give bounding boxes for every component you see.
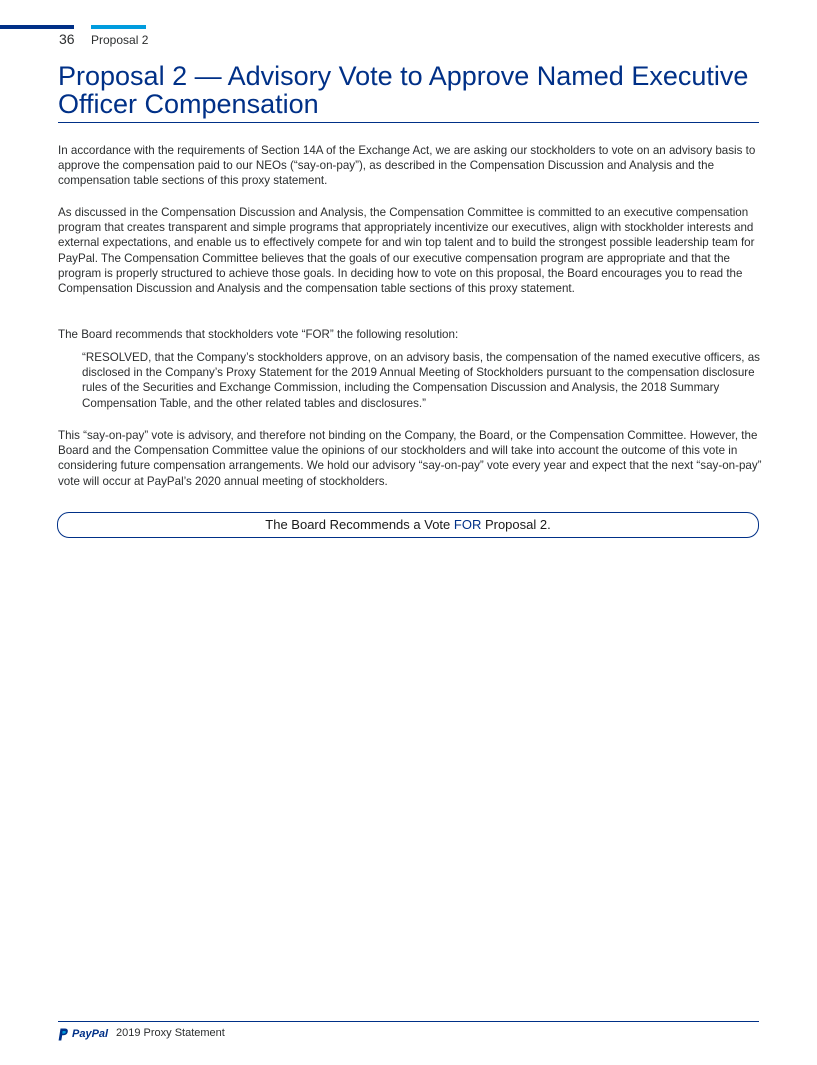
board-recommendation-box — [57, 512, 759, 538]
paypal-wordmark: PayPal — [72, 1028, 109, 1040]
header-accent-bar-navy — [0, 25, 74, 29]
paragraph-intro: In accordance with the requirements of Section 14A of the Exchange Act, we are asking our stockholders to vote on an advisory basis to approve the compensation paid to our NEOs (“say-on-pay”), as described in the Compensation Discussion and Analysis and the compensation table sections of this proxy statement. — [58, 144, 756, 188]
resolution-quote: “RESOLVED, that the Company’s stockholders approve, on an advisory basis, the compensation of the named executive officers, as disclosed in the Company’s Proxy Statement for the 2019 Annual Meeting of Stockholders pursuant to the compensation disclosure rules of the Securities and Exchange Commission, including the Compensation Discussion and Analysis, the 2018 Summary Compensation Table, and the other related tables and disclosures.” — [82, 351, 760, 410]
page-number: 36 — [59, 31, 75, 47]
title-divider — [58, 122, 759, 123]
footer-divider — [58, 1021, 759, 1022]
paragraph-cd-a: As discussed in the Compensation Discussion and Analysis, the Compensation Committee is committed to an executive compensation program that creates transparent and simple programs that appropriately incentivize our executives, align with stockholder interests and external expectations, and enable us to effectively compete for and win top talent and to build the strongest possible leadership team for PayPal. The Compensation Committee believes that the goals of our executive compensation program are appropriate and that the program is properly structured to achieve those goals. In deciding how to vote on this proposal, the Board encourages you to read the Compensation Discussion and Analysis and the compensation table sections of this proxy statement. — [58, 206, 755, 296]
recommendation-for: FOR — [453, 517, 482, 532]
paypal-p-icon — [58, 1028, 69, 1041]
recommendation-prefix: The Board Recommends a Vote — [265, 517, 454, 532]
footer-label: 2019 Proxy Statement — [116, 1027, 225, 1039]
paypal-logo — [58, 1027, 108, 1041]
recommendation-suffix: Proposal 2. — [481, 517, 551, 532]
paragraph-advisory-note: This “say-on-pay” vote is advisory, and therefore not binding on the Company, the Board, or the Compensation Committee. However, the Board and the Compensation Committee value the opinions of our stockholders and will take into account the outcome of this vote in considering future compensation arrangements. We hold our advisory “say-on-pay” vote every year and expect that the next “say-on-pay” vote will occur at PayPal’s 2020 annual meeting of stockholders. — [58, 429, 762, 488]
page-title: Proposal 2 — Advisory Vote to Approve Named Executive Officer Compensation — [58, 61, 749, 119]
header-accent-bar-blue — [91, 25, 146, 29]
section-label: Proposal 2 — [91, 33, 149, 47]
paragraph-recommendation-lead: The Board recommends that stockholders vote “FOR” the following resolution: — [58, 328, 459, 341]
